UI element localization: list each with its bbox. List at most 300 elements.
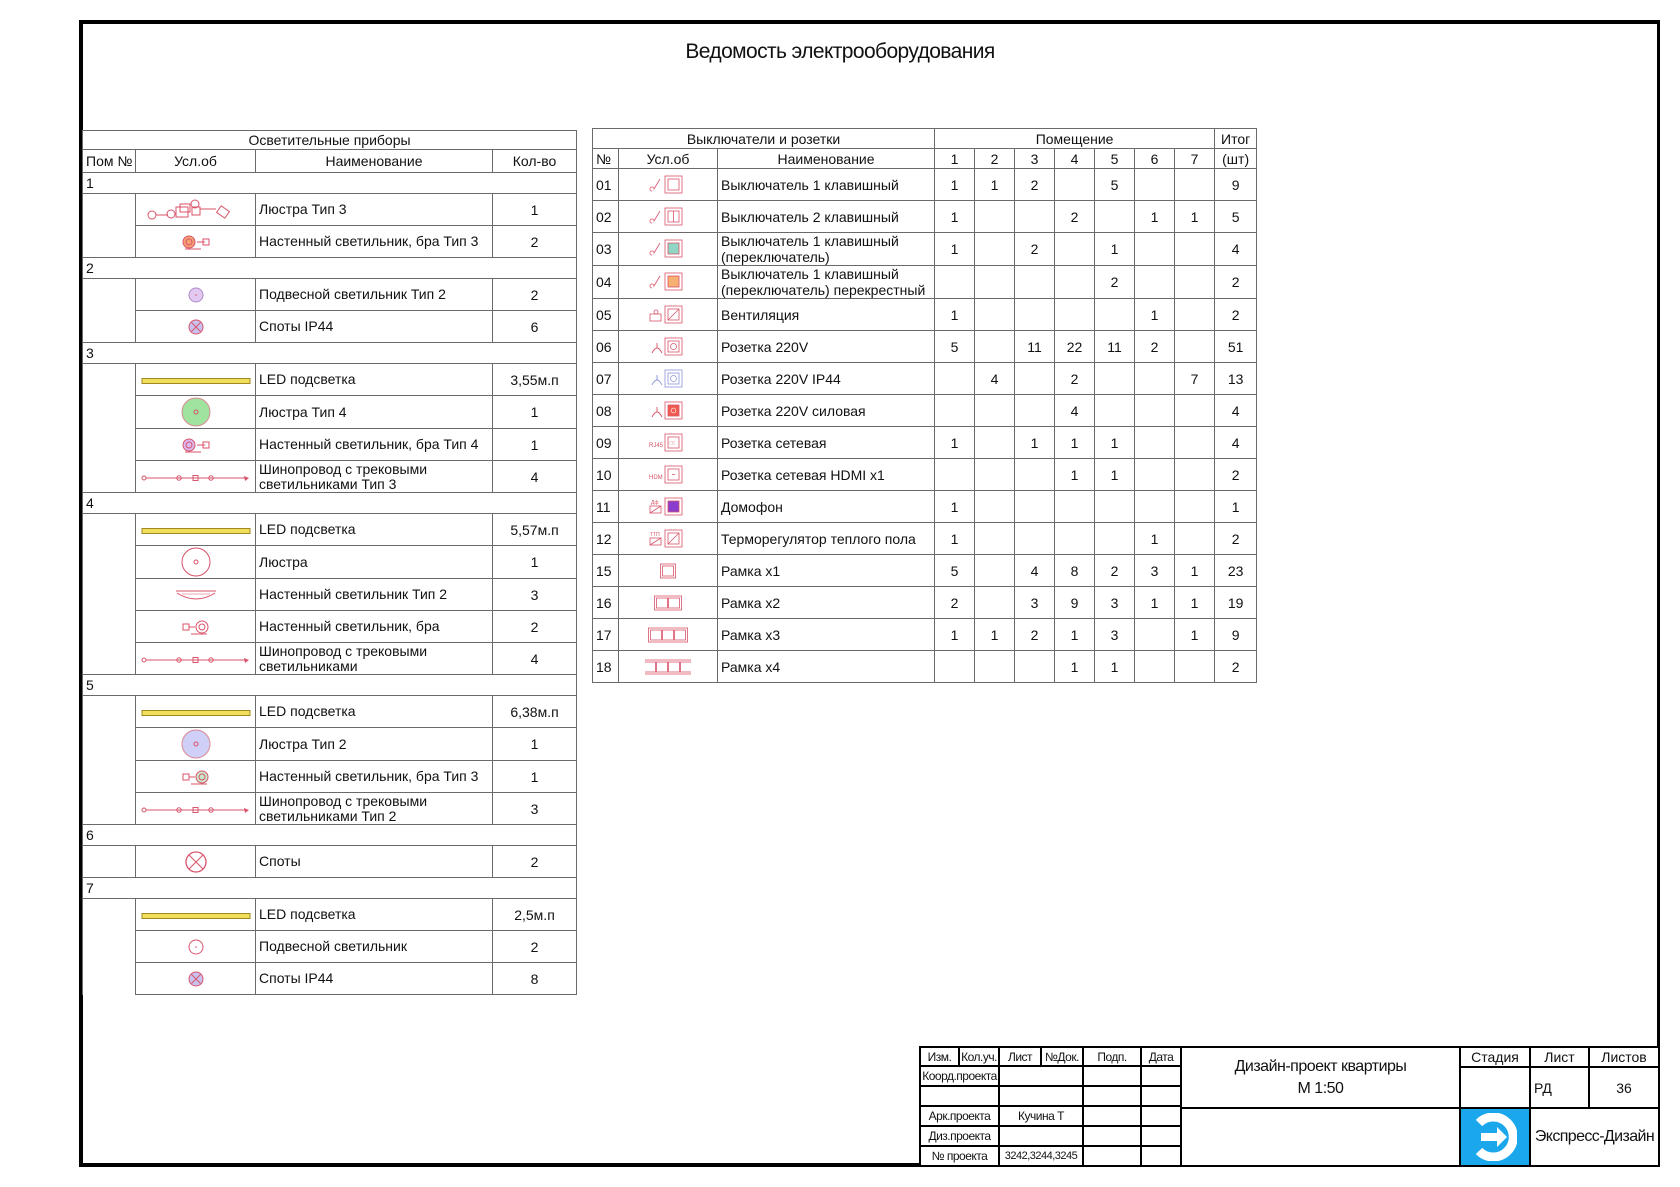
- symbol-cell: [136, 611, 256, 643]
- lighting-caption: Осветительные приборы: [83, 131, 577, 150]
- room-count: [1175, 491, 1215, 523]
- fixture-row: [83, 429, 577, 461]
- room-count: [1135, 363, 1175, 395]
- room-count: 1: [1055, 651, 1095, 683]
- fixture-row: [83, 728, 577, 761]
- col-name: Наименование: [718, 149, 935, 169]
- switch-row: [593, 395, 1257, 427]
- symbol-cell: [136, 546, 256, 579]
- room-count: [1175, 459, 1215, 491]
- row-number: 01: [593, 169, 619, 201]
- row-total: 2: [1215, 459, 1257, 491]
- room-spacer: [83, 194, 136, 258]
- symbol-cell: [136, 279, 256, 311]
- symbol-cell: [619, 427, 718, 459]
- switch-row: [593, 523, 1257, 555]
- switch-row: [593, 555, 1257, 587]
- intercom-icon: [648, 497, 688, 513]
- room-count: [1135, 169, 1175, 201]
- tb-izm: Изм.: [919, 1046, 960, 1067]
- fixture-name: Настенный светильник, бра: [256, 611, 493, 643]
- row-total: 13: [1215, 363, 1257, 395]
- room-count: [935, 459, 975, 491]
- fixture-qty: 2: [493, 611, 577, 643]
- fixture-qty: 4: [493, 643, 577, 675]
- room-count: 3: [1015, 587, 1055, 619]
- led-strip-icon: [141, 522, 251, 538]
- room-count: [1135, 491, 1175, 523]
- row-number: 06: [593, 331, 619, 363]
- symbol-cell: [619, 619, 718, 651]
- led-strip-icon: [141, 372, 251, 388]
- track-light-icon: [141, 801, 251, 817]
- row-total: 4: [1215, 233, 1257, 266]
- tb-coord-value: [998, 1065, 1084, 1087]
- col-name: Наименование: [256, 150, 493, 173]
- row-number: 05: [593, 299, 619, 331]
- fixture-qty: 2: [493, 226, 577, 258]
- tb-ark-date: [1140, 1105, 1182, 1127]
- room-count: 5: [935, 555, 975, 587]
- fixture-name: Шинопровод с трековыми светильниками: [256, 643, 493, 675]
- row-number: 16: [593, 587, 619, 619]
- col-qty: Кол-во: [493, 150, 577, 173]
- room-count: 1: [975, 169, 1015, 201]
- room-count: [1135, 427, 1175, 459]
- tb-sheet-label: Лист: [1529, 1046, 1590, 1068]
- fixture-row: [83, 611, 577, 643]
- room-count: [1095, 201, 1135, 233]
- row-total: 2: [1215, 266, 1257, 299]
- fixture-name: LED подсветка: [256, 364, 493, 396]
- fixture-row: [83, 643, 577, 675]
- fixture-qty: 6,38м.п: [493, 696, 577, 728]
- room-count: 5: [935, 331, 975, 363]
- wall-sconce-outline-icon: [181, 617, 211, 633]
- room-number: 2: [83, 258, 577, 279]
- symbol-cell: [136, 514, 256, 546]
- room-spacer: [83, 279, 136, 343]
- room-count: [975, 331, 1015, 363]
- row-total: 1: [1215, 491, 1257, 523]
- col-no: №: [593, 149, 619, 169]
- switch-toggle-icon: [648, 240, 688, 256]
- tb-empty-date: [1140, 1085, 1182, 1107]
- tb-project-title-cell: [1180, 1046, 1461, 1109]
- row-number: 12: [593, 523, 619, 555]
- room-count: 22: [1055, 331, 1095, 363]
- fixture-row: [83, 546, 577, 579]
- row-number: 07: [593, 363, 619, 395]
- socket-power-icon: [648, 401, 688, 417]
- fixture-qty: 1: [493, 396, 577, 429]
- tb-sheets-value: 36: [1588, 1066, 1660, 1109]
- symbol-cell: [136, 461, 256, 493]
- symbol-cell: [136, 311, 256, 343]
- fixture-qty: 2: [493, 846, 577, 878]
- room-count: [1175, 395, 1215, 427]
- room-number: 5: [83, 675, 577, 696]
- room-count: 1: [935, 233, 975, 266]
- room-number: 7: [83, 878, 577, 899]
- room-count: [975, 651, 1015, 683]
- fixture-row: [83, 793, 577, 825]
- device-name: Розетка 220V IP44: [718, 363, 935, 395]
- company-logo: [1459, 1107, 1531, 1167]
- room-count: [1135, 266, 1175, 299]
- company-name: Экспресс-Дизайн: [1529, 1107, 1660, 1167]
- room-count: 11: [1015, 331, 1055, 363]
- fixture-name: LED подсветка: [256, 696, 493, 728]
- symbol-cell: [136, 429, 256, 461]
- room-count: 2: [1015, 233, 1055, 266]
- row-total: 51: [1215, 331, 1257, 363]
- fixture-name: LED подсветка: [256, 514, 493, 546]
- chandelier-blue-icon: [180, 735, 212, 751]
- room-count: [1135, 459, 1175, 491]
- fixture-qty: 4: [493, 461, 577, 493]
- frame-x1-icon: [645, 561, 691, 577]
- room-count: [1055, 233, 1095, 266]
- tb-list: Лист: [998, 1046, 1042, 1067]
- room-count: [935, 651, 975, 683]
- tb-empty-sign: [1082, 1085, 1142, 1107]
- device-name: Рамка x3: [718, 619, 935, 651]
- fixture-name: Подвесной светильник: [256, 931, 493, 963]
- total-unit: (шт): [1215, 149, 1257, 169]
- room-count: [1015, 266, 1055, 299]
- row-number: 17: [593, 619, 619, 651]
- device-name: Выключатель 1 клавишный: [718, 169, 935, 201]
- symbol-cell: [619, 266, 718, 299]
- device-name: Розетка сетевая: [718, 427, 935, 459]
- fixture-row: [83, 696, 577, 728]
- fixture-name: Люстра Тип 2: [256, 728, 493, 761]
- room-count: 1: [1055, 427, 1095, 459]
- room-count: [1175, 233, 1215, 266]
- room-count: [1175, 169, 1215, 201]
- symbol-cell: [136, 194, 256, 226]
- ventilation-icon: [648, 305, 688, 321]
- col-room: 3: [1015, 149, 1055, 169]
- room-count: 1: [1015, 427, 1055, 459]
- frame-x4-icon: [645, 657, 691, 673]
- room-count: [1135, 233, 1175, 266]
- row-number: 09: [593, 427, 619, 459]
- room-count: 4: [975, 363, 1015, 395]
- room-count: 1: [1095, 459, 1135, 491]
- led-strip-icon: [141, 704, 251, 720]
- row-total: 5: [1215, 201, 1257, 233]
- symbol-cell: [619, 169, 718, 201]
- fixture-name: Подвесной светильник Тип 2: [256, 279, 493, 311]
- room-count: 4: [1055, 395, 1095, 427]
- fixture-name: Споты IP44: [256, 311, 493, 343]
- fixture-qty: 3: [493, 793, 577, 825]
- room-count: [1175, 523, 1215, 555]
- room-count: [1175, 266, 1215, 299]
- switch-row: [593, 459, 1257, 491]
- symbol-cell: [136, 226, 256, 258]
- room-number: 1: [83, 173, 577, 194]
- symbol-cell: [619, 395, 718, 427]
- room-count: [1135, 395, 1175, 427]
- room-count: [975, 201, 1015, 233]
- room-count: 1: [1175, 619, 1215, 651]
- project-title: Дизайн-проект квартиры: [1234, 1057, 1407, 1075]
- tb-coord-date: [1140, 1065, 1182, 1087]
- room-count: 1: [1175, 201, 1215, 233]
- room-count: 1: [1055, 459, 1095, 491]
- symbol-cell: [619, 201, 718, 233]
- track-light-icon: [141, 469, 251, 485]
- device-name: Выключатель 2 клавишный: [718, 201, 935, 233]
- fixture-row: [83, 461, 577, 493]
- row-total: 2: [1215, 523, 1257, 555]
- switch-row: [593, 619, 1257, 651]
- room-count: 9: [1055, 587, 1095, 619]
- room-spacer: [83, 899, 136, 995]
- room-count: [1015, 299, 1055, 331]
- tb-project-no: № проекта: [919, 1145, 1000, 1167]
- fixture-name: Споты: [256, 846, 493, 878]
- room-count: 3: [1095, 587, 1135, 619]
- room-count: [1015, 651, 1055, 683]
- switch-row: [593, 331, 1257, 363]
- tb-empty-description: [1180, 1107, 1461, 1167]
- svg-text:Дф: Дф: [651, 499, 659, 506]
- fixture-name: Настенный светильник, бра Тип 3: [256, 226, 493, 258]
- tb-project-no-value: 3242,3244,3245: [998, 1145, 1084, 1167]
- col-symbol: Усл.об: [619, 149, 718, 169]
- track-light-icon: [141, 651, 251, 667]
- symbol-cell: [136, 579, 256, 611]
- switch-2key-icon: [648, 207, 688, 223]
- fixture-row: [83, 279, 577, 311]
- tb-kol-uch: Кол.уч.: [958, 1046, 1000, 1067]
- symbol-cell: [619, 299, 718, 331]
- room-count: [1095, 363, 1135, 395]
- room-header-row: [83, 258, 577, 279]
- room-count: 1: [1135, 523, 1175, 555]
- room-count: [1015, 491, 1055, 523]
- room-spacer: [83, 514, 136, 675]
- row-number: 02: [593, 201, 619, 233]
- fixture-name: Люстра Тип 4: [256, 396, 493, 429]
- room-count: [935, 395, 975, 427]
- room-count: 1: [1095, 427, 1135, 459]
- spot-ip44-icon: [187, 317, 205, 333]
- fixture-qty: 1: [493, 728, 577, 761]
- device-name: Розетка 220V силовая: [718, 395, 935, 427]
- switch-1key-icon: [648, 175, 688, 191]
- symbol-cell: [619, 491, 718, 523]
- room-count: [975, 427, 1015, 459]
- fixture-qty: 6: [493, 311, 577, 343]
- row-number: 03: [593, 233, 619, 266]
- fixture-name: LED подсветка: [256, 899, 493, 931]
- room-count: 1: [935, 523, 975, 555]
- room-count: [1095, 395, 1135, 427]
- socket-ip44-icon: [648, 369, 688, 385]
- room-count: [975, 491, 1015, 523]
- room-spacer: [83, 846, 136, 878]
- room-header-row: [83, 173, 577, 194]
- room-count: 2: [1015, 169, 1055, 201]
- col-room: 6: [1135, 149, 1175, 169]
- fixture-qty: 1: [493, 194, 577, 226]
- col-room: 4: [1055, 149, 1095, 169]
- room-count: [1015, 363, 1055, 395]
- room-number: 6: [83, 825, 577, 846]
- room-count: 2: [1055, 363, 1095, 395]
- room-count: [1175, 427, 1215, 459]
- room-count: [935, 363, 975, 395]
- room-count: 5: [1095, 169, 1135, 201]
- chandelier-outline-icon: [180, 553, 212, 569]
- room-spacer: [83, 696, 136, 825]
- fixture-qty: 3,55м.п: [493, 364, 577, 396]
- svg-text:RJ45: RJ45: [649, 442, 664, 449]
- switches-caption: Выключатели и розетки: [593, 129, 935, 149]
- fixture-name: Настенный светильник, бра Тип 4: [256, 429, 493, 461]
- symbol-cell: [136, 793, 256, 825]
- socket-hdmi-icon: [648, 465, 688, 481]
- fixture-name: Настенный светильник Тип 2: [256, 579, 493, 611]
- room-count: 2: [1015, 619, 1055, 651]
- room-number: 3: [83, 343, 577, 364]
- col-room: 7: [1175, 149, 1215, 169]
- spot-ip44-icon: [187, 969, 205, 985]
- frame-x2-icon: [645, 593, 691, 609]
- fixture-name: Споты IP44: [256, 963, 493, 995]
- room-count: [1055, 169, 1095, 201]
- page-title: Ведомость электрооборудования: [685, 40, 995, 63]
- switches-table: [592, 128, 1257, 683]
- room-count: [935, 266, 975, 299]
- symbol-cell: [136, 643, 256, 675]
- fixture-row: [83, 226, 577, 258]
- symbol-cell: [136, 963, 256, 995]
- tb-empty-label: [919, 1085, 1000, 1107]
- row-number: 08: [593, 395, 619, 427]
- room-count: 1: [935, 169, 975, 201]
- symbol-cell: [136, 931, 256, 963]
- symbol-cell: [619, 555, 718, 587]
- express-design-logo-icon: [1473, 1113, 1517, 1161]
- room-count: 1: [1135, 587, 1175, 619]
- fixture-row: [83, 931, 577, 963]
- fixture-row: [83, 396, 577, 429]
- row-total: 2: [1215, 651, 1257, 683]
- room-header-row: [83, 878, 577, 899]
- switch-row: [593, 266, 1257, 299]
- room-count: 2: [1135, 331, 1175, 363]
- room-count: [1095, 491, 1135, 523]
- room-count: [1015, 459, 1055, 491]
- row-number: 11: [593, 491, 619, 523]
- symbol-cell: [136, 761, 256, 793]
- lighting-table: [82, 130, 577, 995]
- room-count: 1: [935, 201, 975, 233]
- tb-diz-date: [1140, 1125, 1182, 1147]
- room-count: 1: [935, 491, 975, 523]
- room-count: [1095, 523, 1135, 555]
- fixture-name: Шинопровод с трековыми светильниками Тип 2: [256, 793, 493, 825]
- fixture-row: [83, 963, 577, 995]
- fixture-name: Шинопровод с трековыми светильниками Тип 3: [256, 461, 493, 493]
- switch-cross-icon: [648, 273, 688, 289]
- switch-row: [593, 651, 1257, 683]
- fixture-qty: 2: [493, 931, 577, 963]
- room-count: 1: [1175, 587, 1215, 619]
- fixture-row: [83, 194, 577, 226]
- spot-outline-icon: [184, 852, 208, 868]
- device-name: Розетка сетевая HDMI x1: [718, 459, 935, 491]
- row-total: 4: [1215, 395, 1257, 427]
- switch-row: [593, 169, 1257, 201]
- tb-data: Дата: [1140, 1046, 1182, 1067]
- tb-no-doc: №Док.: [1040, 1046, 1084, 1067]
- room-count: [1055, 491, 1095, 523]
- tb-coord: Коорд.проекта: [919, 1065, 1000, 1087]
- tb-diz-value: [998, 1125, 1084, 1147]
- symbol-cell: [136, 364, 256, 396]
- fixture-row: [83, 899, 577, 931]
- fixture-row: [83, 761, 577, 793]
- symbol-cell: [619, 651, 718, 683]
- switch-row: [593, 491, 1257, 523]
- room-count: 1: [935, 619, 975, 651]
- tb-ark: Арк.проекта: [919, 1105, 1000, 1127]
- row-total: 4: [1215, 427, 1257, 459]
- chandelier-type3-icon: [146, 200, 246, 216]
- device-name: Рамка x4: [718, 651, 935, 683]
- fixture-name: Настенный светильник, бра Тип 3: [256, 761, 493, 793]
- room-count: 1: [1055, 619, 1095, 651]
- room-count: [1175, 651, 1215, 683]
- row-number: 04: [593, 266, 619, 299]
- room-header-row: [83, 343, 577, 364]
- symbol-cell: [136, 396, 256, 429]
- room-count: 1: [1175, 555, 1215, 587]
- floor-thermostat-icon: [648, 529, 688, 545]
- room-count: 1: [1095, 233, 1135, 266]
- room-count: [1135, 619, 1175, 651]
- room-count: 1: [1135, 299, 1175, 331]
- room-count: 2: [1095, 555, 1135, 587]
- room-count: [1015, 395, 1055, 427]
- room-count: [975, 459, 1015, 491]
- wall-sconce-purple-icon: [181, 435, 211, 451]
- col-room-no: Пом №: [83, 150, 136, 173]
- symbol-cell: [619, 523, 718, 555]
- room-count: 1: [1135, 201, 1175, 233]
- fixture-qty: 8: [493, 963, 577, 995]
- room-count: 1: [935, 299, 975, 331]
- row-total: 2: [1215, 299, 1257, 331]
- symbol-cell: [619, 363, 718, 395]
- fixture-row: [83, 514, 577, 546]
- project-scale: М 1:50: [1297, 1079, 1344, 1097]
- row-total: 9: [1215, 619, 1257, 651]
- room-count: [975, 555, 1015, 587]
- switch-row: [593, 201, 1257, 233]
- room-count: [1175, 331, 1215, 363]
- col-room: 1: [935, 149, 975, 169]
- rooms-caption: Помещение: [935, 129, 1215, 149]
- room-count: [1055, 523, 1095, 555]
